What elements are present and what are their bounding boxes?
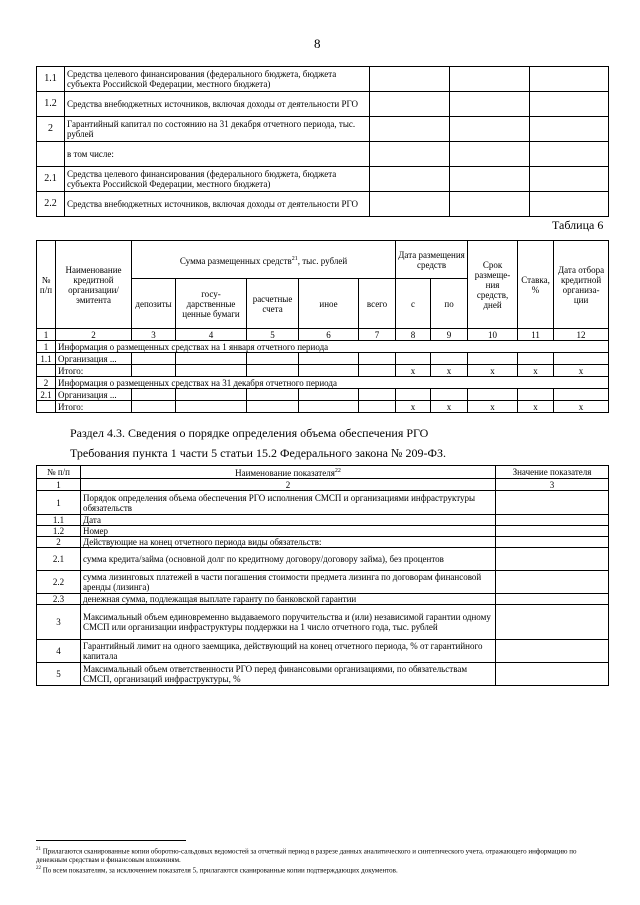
- col-from-header: с: [396, 279, 431, 329]
- col-number: 9: [431, 329, 468, 341]
- x-cell: x: [518, 365, 554, 377]
- x-cell: x: [396, 401, 431, 413]
- col-name-header: Наименование кредитной организации/ эмитента: [56, 241, 132, 329]
- row-text: сумма кредита/займа (основной долг по кредитному договору/договору займа), без процентов: [81, 548, 496, 571]
- table-row: [37, 167, 609, 192]
- row-num: 1.2: [37, 92, 65, 117]
- row-num: 2.3: [37, 594, 81, 605]
- row-num: 2.1: [37, 167, 65, 192]
- footnote-21: $^{21}$ Прилагаются сканированные копии оборотно-сальдовых ведомостей за отчетный период в разрезе данных аналитического и синтетического учета, отражающего информацию по денежным средствам и финансовым вложениям.: [36, 847, 577, 865]
- section-title: Раздел 4.3. Сведения о порядке определения объема обеспечения РГО: [70, 426, 429, 440]
- total-cell: Итого:: [56, 401, 132, 413]
- col-total-header: всего: [359, 279, 396, 329]
- col-number: 3: [496, 479, 609, 491]
- row-text: Порядок определения объема обеспечения РГО исполнения СМСП и организациями инфраструктуры обязательств: [81, 491, 496, 515]
- row-num: 4: [37, 640, 81, 663]
- col-number: 4: [176, 329, 247, 341]
- col-number: 2: [81, 479, 496, 491]
- table-row: [37, 67, 609, 92]
- col-number: 7: [359, 329, 396, 341]
- col-value-header: Значение показателя: [496, 466, 609, 479]
- row-num: 1.1: [37, 67, 65, 92]
- col-name-header: Наименование показателя$^{22}$: [81, 466, 496, 479]
- x-cell: x: [468, 401, 518, 413]
- row-num: 2: [37, 117, 65, 142]
- row-text: в том числе:: [65, 142, 370, 167]
- org-cell: Организация ...: [56, 353, 132, 365]
- row-text: Средства внебюджетных источников, включая доходы от деятельности РГО: [65, 92, 370, 117]
- table-row: [37, 192, 609, 217]
- table-row: [37, 605, 609, 640]
- col-other-header: иное: [299, 279, 359, 329]
- row-num: 1: [37, 341, 56, 353]
- x-cell: x: [431, 365, 468, 377]
- capital-table: [36, 66, 609, 217]
- row-num: 2: [37, 537, 81, 548]
- col-deposits-header: депозиты: [132, 279, 176, 329]
- row-text: Максимальный объем ответственности РГО перед финансовыми организациями, по обязательствам СМСП, организаций инфраструктуры, %: [81, 663, 496, 686]
- row-text: Средства целевого финансирования (федерального бюджета, бюджета субъекта Российской Федерации, местного бюджета): [65, 167, 370, 192]
- col-num-header: № п/п: [37, 241, 56, 329]
- table-row: [37, 515, 609, 526]
- col-securities-header: госу-дарственные ценные бумаги: [176, 279, 247, 329]
- col-term-header: Срок размеще-ния средств, дней: [468, 241, 518, 329]
- row-num: 1.2: [37, 526, 81, 537]
- row-num: 2.1: [37, 548, 81, 571]
- col-to-header: по: [431, 279, 468, 329]
- col-number: 3: [132, 329, 176, 341]
- indicators-table: [36, 465, 609, 686]
- col-number: 8: [396, 329, 431, 341]
- table-row: [37, 142, 609, 167]
- row-text: Номер: [81, 526, 496, 537]
- section-row: Информация о размещенных средствах на 1 января отчетного периода: [56, 341, 609, 353]
- row-text: Гарантийный лимит на одного заемщика, действующий на конец отчетного периода, % от гарантийного капитала: [81, 640, 496, 663]
- table6-caption: Таблица 6: [552, 218, 604, 232]
- table-row: [37, 526, 609, 537]
- col-number: 10: [468, 329, 518, 341]
- col-sum-header: Сумма размещенных средств$^{21}$, тыс. рублей: [132, 241, 396, 279]
- table-row: [37, 537, 609, 548]
- col-accounts-header: расчетные счета: [247, 279, 299, 329]
- x-cell: x: [554, 401, 609, 413]
- col-num-header: № п/п: [37, 466, 81, 479]
- row-num: 2.2: [37, 571, 81, 594]
- row-text: сумма лизинговых платежей в части погашения стоимости предмета лизинга по договорам финансовой аренды (лизинга): [81, 571, 496, 594]
- row-num: 1: [37, 491, 81, 515]
- col-number: 12: [554, 329, 609, 341]
- footnote-22: $^{22}$ По всем показателям, за исключением показателя 5, прилагаются сканированные копии подтверждающих документов.: [36, 866, 398, 875]
- col-date-place-header: Дата размещения средств: [396, 241, 468, 279]
- total-cell: Итого:: [56, 365, 132, 377]
- x-cell: x: [554, 365, 609, 377]
- row-num: 1.1: [37, 353, 56, 365]
- row-text: Средства внебюджетных источников, включая доходы от деятельности РГО: [65, 192, 370, 217]
- table-row: [37, 640, 609, 663]
- row-num: 2.1: [37, 389, 56, 401]
- table-row: [37, 92, 609, 117]
- col-number: 6: [299, 329, 359, 341]
- table-row: [37, 491, 609, 515]
- row-text: Средства целевого финансирования (федерального бюджета, бюджета субъекта Российской Федерации, местного бюджета): [65, 67, 370, 92]
- org-cell: Организация ...: [56, 389, 132, 401]
- row-text: Максимальный объем единовременно выдаваемого поручительства и (или) независимой гарантии одному СМСП или организации инфраструктуры поддержки на 1 число отчетного года, тыс. рублей: [81, 605, 496, 640]
- row-text: Дата: [81, 515, 496, 526]
- x-cell: x: [396, 365, 431, 377]
- placed-funds-table: [36, 240, 609, 413]
- col-number: 2: [56, 329, 132, 341]
- section-row: Информация о размещенных средствах на 31 декабря отчетного периода: [56, 377, 609, 389]
- row-num: 1.1: [37, 515, 81, 526]
- row-num: 5: [37, 663, 81, 686]
- table-row: [37, 117, 609, 142]
- row-num: 3: [37, 605, 81, 640]
- col-number: 1: [37, 479, 81, 491]
- row-num: 2.2: [37, 192, 65, 217]
- table-row: [37, 548, 609, 571]
- x-cell: x: [431, 401, 468, 413]
- table-row: [37, 594, 609, 605]
- x-cell: x: [468, 365, 518, 377]
- col-date-select-header: Дата отбора кредитной организа-ции: [554, 241, 609, 329]
- row-num: 2: [37, 377, 56, 389]
- col-number: 11: [518, 329, 554, 341]
- table-row: [37, 663, 609, 686]
- x-cell: x: [518, 401, 554, 413]
- section-subtitle: Требования пункта 1 части 5 статьи 15.2 Федерального закона № 209-ФЗ.: [70, 446, 446, 460]
- page-number: 8: [314, 36, 321, 51]
- row-text: Гарантийный капитал по состоянию на 31 декабря отчетного периода, тыс. рублей: [65, 117, 370, 142]
- col-rate-header: Ставка, %: [518, 241, 554, 329]
- footnote-separator: [36, 840, 186, 841]
- row-text: Действующие на конец отчетного периода виды обязательств:: [81, 537, 496, 548]
- row-text: денежная сумма, подлежащая выплате гаранту по банковской гарантии: [81, 594, 496, 605]
- col-number: 1: [37, 329, 56, 341]
- table-row: [37, 571, 609, 594]
- col-number: 5: [247, 329, 299, 341]
- row-num: [37, 142, 65, 167]
